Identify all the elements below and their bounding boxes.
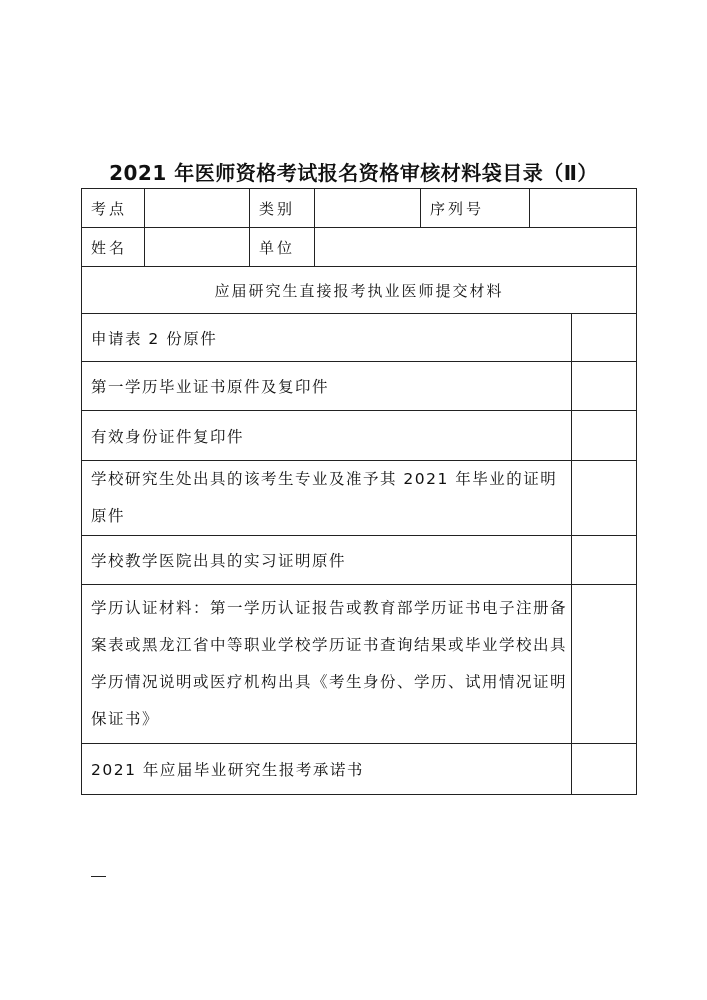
exam-site-label: 考点 [82,189,145,228]
category-field[interactable] [315,189,421,228]
item-text: 有效身份证件复印件 [82,411,572,461]
item-check-cell[interactable] [572,461,637,536]
document-title: 2021 年医师资格考试报名资格审核材料袋目录（Ⅱ） [109,161,598,185]
item-check-cell[interactable] [572,411,637,461]
unit-field[interactable] [315,228,637,267]
list-item [82,411,637,461]
header-row-2 [82,228,637,267]
item-text: 申请表 2 份原件 [82,314,572,362]
item-text: 学校研究生处出具的该考生专业及准予其 2021 年毕业的证明原件 [82,461,572,536]
item-check-cell[interactable] [572,744,637,795]
list-item [82,314,637,362]
item-check-cell[interactable] [572,362,637,411]
section-title: 应届研究生直接报考执业医师提交材料 [82,267,637,314]
item-text: 学校教学医院出具的实习证明原件 [82,536,572,585]
materials-table [81,188,636,795]
serial-number-label: 序列号 [421,189,530,228]
exam-site-field[interactable] [145,189,250,228]
item-text: 第一学历毕业证书原件及复印件 [82,362,572,411]
item-check-cell[interactable] [572,536,637,585]
section-row [82,267,637,314]
category-label: 类别 [250,189,315,228]
list-item [82,585,637,744]
list-item [82,536,637,585]
list-item [82,362,637,411]
item-check-cell[interactable] [572,314,637,362]
item-check-cell[interactable] [572,585,637,744]
footer-dash [91,876,106,877]
unit-label: 单位 [250,228,315,267]
item-text: 学历认证材料：第一学历认证报告或教育部学历证书电子注册备案表或黑龙江省中等职业学校学历证书查询结果或毕业学校出具学历情况说明或医疗机构出具《考生身份、学历、试用情况证明保证书》 [82,585,572,744]
serial-number-field[interactable] [530,189,637,228]
name-label: 姓名 [82,228,145,267]
name-field[interactable] [145,228,250,267]
item-text: 2021 年应届毕业研究生报考承诺书 [82,744,572,795]
list-item [82,744,637,795]
list-item [82,461,637,536]
header-row-1 [82,189,637,228]
